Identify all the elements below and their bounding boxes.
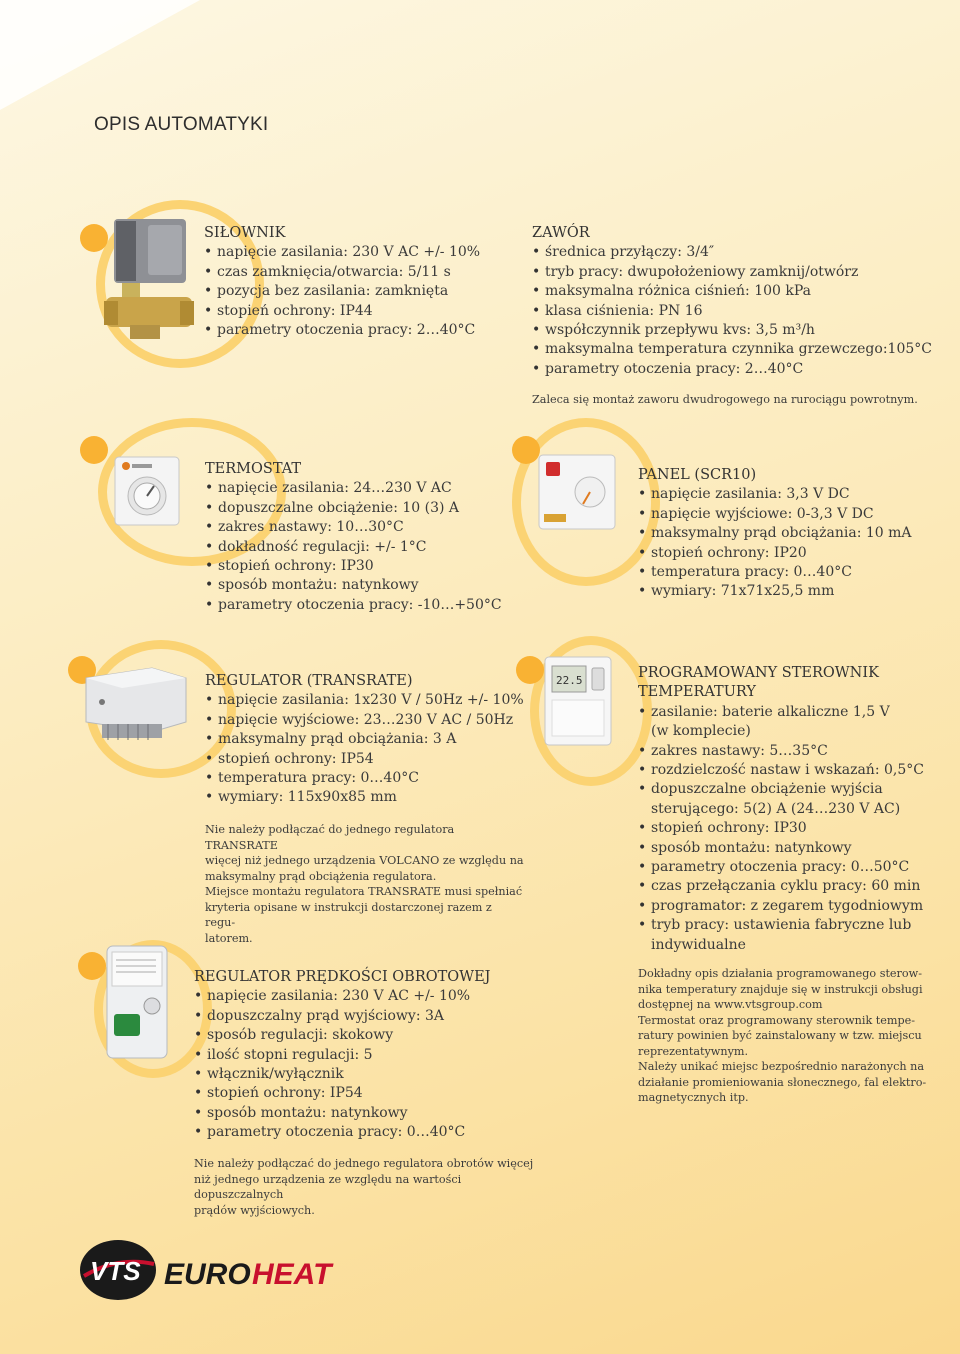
list-item: • pozycja bez zasilania: zamknięta: [204, 282, 504, 301]
list-item: • stopień ochrony: IP30: [638, 819, 948, 838]
list-item: • stopień ochrony: IP54: [205, 750, 525, 769]
programmer-heading-2: TEMPERATURY: [638, 684, 756, 701]
list-item: • napięcie zasilania: 230 V AC +/- 10%: [204, 243, 504, 262]
speed-regulator-note: [194, 1156, 554, 1218]
programmer-dot: [516, 656, 544, 684]
transrate-note: [205, 822, 525, 946]
actuator-heading: SIŁOWNIK: [204, 225, 286, 241]
list-item: • stopień ochrony: IP44: [204, 302, 504, 321]
note-line: prądów wyjściowych.: [194, 1203, 315, 1217]
list-item: • maksymalna temperatura czynnika grzewczego:105°C: [532, 340, 932, 359]
list-item: • średnica przyłączy: 3/4″: [532, 243, 932, 262]
note-line: ratury powinien być zainstalowany w tzw. miejscu: [638, 1029, 922, 1042]
list-item: • sposób montażu: natynkowy: [205, 576, 515, 595]
list-item: • tryb pracy: ustawienia fabryczne lub: [638, 916, 948, 935]
list-item: • dopuszczalne obciążenie: 10 (3) A: [205, 499, 515, 518]
note-line: więcej niż jednego urządzenia VOLCANO ze względu na: [205, 854, 524, 867]
valve-note: Zaleca się montaż zaworu dwudrogowego na rurociągu powrotnym.: [532, 393, 918, 406]
transrate-specs: [205, 672, 525, 808]
list-item: • maksymalny prąd obciążania: 10 mA: [638, 524, 938, 543]
note-line: reprezentatywnym.: [638, 1044, 749, 1058]
note-line: kryteria opisane w instrukcji dostarczonej razem z regu-: [205, 900, 492, 929]
note-line: nika temperatury znajduje się w instrukcji obsługi: [638, 982, 923, 996]
list-item: • napięcie wyjściowe: 23…230 V AC / 50Hz: [205, 711, 525, 730]
panel-spec-list: [638, 485, 938, 601]
list-item: • temperatura pracy: 0…40°C: [205, 769, 525, 788]
speed-regulator-dot: [78, 952, 106, 980]
transrate-image: [82, 664, 192, 744]
transrate-heading: REGULATOR (TRANSRATE): [205, 673, 413, 689]
note-line: Termostat oraz programowany sterownik tempe-: [638, 1013, 916, 1027]
list-item: • sposób montażu: natynkowy: [638, 839, 948, 858]
list-item: • parametry otoczenia pracy: 0…50°C: [638, 858, 948, 877]
list-item: • napięcie zasilania: 1x230 V / 50Hz +/- 10%: [205, 691, 525, 710]
list-item: • napięcie zasilania: 230 V AC +/- 10%: [194, 987, 524, 1006]
valve-heading: ZAWÓR: [532, 225, 590, 241]
thermostat-image: [114, 456, 180, 526]
list-item: • zasilanie: baterie alkaliczne 1,5 V: [638, 703, 948, 722]
note-line: Nie należy podłączać do jednego regulatora obrotów więcej: [194, 1157, 534, 1170]
page-title: OPIS AUTOMATYKI: [94, 114, 269, 135]
actuator-spec-list: [204, 243, 504, 340]
list-item: • zakres nastawy: 5…35°C: [638, 742, 948, 761]
thermostat-spec-list: [205, 479, 515, 615]
list-item: • napięcie zasilania: 3,3 V DC: [638, 485, 938, 504]
list-item: • sposób regulacji: skokowy: [194, 1026, 524, 1045]
speed-regulator-spec-list: [194, 987, 524, 1142]
list-item: • czas przełączania cyklu pracy: 60 min: [638, 877, 948, 896]
list-item: • włącznik/wyłącznik: [194, 1065, 524, 1084]
list-item: • sposób montażu: natynkowy: [194, 1104, 524, 1123]
programmer-spec-list: [638, 703, 948, 955]
actuator-specs: [204, 224, 504, 340]
note-line: Należy unikać miejsc bezpośrednio narażonych na: [638, 1060, 924, 1073]
thermostat-specs: [205, 460, 515, 615]
note-line: Miejsce montażu regulatora TRANSRATE musi spełniać: [205, 885, 523, 898]
note-line: magnetycznych itp.: [638, 1091, 749, 1104]
panel-heading: PANEL (SCR10): [638, 467, 757, 483]
list-item: • parametry otoczenia pracy: 2…40°C: [204, 321, 504, 340]
list-item: • napięcie zasilania: 24…230 V AC: [205, 479, 515, 498]
list-item: • napięcie wyjściowe: 0-3,3 V DC: [638, 505, 938, 524]
list-item: • współczynnik przepływu kvs: 3,5 m³/h: [532, 321, 932, 340]
programmer-display: 22.5: [556, 674, 583, 687]
list-item: • dopuszczalny prąd wyjściowy: 3A: [194, 1007, 524, 1026]
programmer-heading-1: PROGRAMOWANY STEROWNIK: [638, 665, 879, 681]
logo-heat-text: HEAT: [252, 1258, 332, 1291]
list-item: • maksymalna różnica ciśnień: 100 kPa: [532, 282, 932, 301]
list-item: • parametry otoczenia pracy: 2…40°C: [532, 360, 932, 379]
list-item: • ilość stopni regulacji: 5: [194, 1046, 524, 1065]
programmer-specs: [638, 664, 948, 955]
actuator-valve-image: [104, 215, 194, 347]
note-line: maksymalny prąd obciążenia regulatora.: [205, 869, 437, 883]
list-item: • dokładność regulacji: +/- 1°C: [205, 538, 515, 557]
list-item: • temperatura pracy: 0…40°C: [638, 563, 938, 582]
speed-regulator-specs: [194, 968, 524, 1143]
list-item: • wymiary: 71x71x25,5 mm: [638, 582, 938, 601]
thermostat-heading: TERMOSTAT: [205, 461, 302, 477]
list-item-continuation: indywidualne: [651, 936, 746, 953]
vts-euroheat-logo: [78, 1236, 378, 1304]
list-item: • czas zamknięcia/otwarcia: 5/11 s: [204, 263, 504, 282]
list-item: • tryb pracy: dwupołożeniowy zamknij/otwórz: [532, 263, 932, 282]
list-item: • stopień ochrony: IP54: [194, 1084, 524, 1103]
valve-spec-list: [532, 243, 932, 379]
list-item: • stopień ochrony: IP20: [638, 544, 938, 563]
note-line: niż jednego urządzenia ze względu na wartości dopuszczalnych: [194, 1172, 462, 1201]
list-item-continuation: (w komplecie): [651, 723, 751, 740]
panel-specs: [638, 466, 938, 602]
panel-dot: [512, 436, 540, 464]
logo-vts-text: VTS: [90, 1256, 141, 1286]
programmer-image: [544, 656, 612, 746]
note-line: dostępnej na www.vtsgroup.com: [638, 998, 823, 1011]
speed-regulator-image: [104, 944, 170, 1060]
list-item: • dopuszczalne obciążenie wyjścia: [638, 780, 948, 799]
note-line: Dokładny opis działania programowanego sterow-: [638, 967, 922, 980]
list-item: • klasa ciśnienia: PN 16: [532, 302, 932, 321]
logo-euro-text: EURO: [164, 1258, 251, 1291]
programmer-note: [638, 966, 938, 1106]
list-item: • maksymalny prąd obciążania: 3 A: [205, 730, 525, 749]
transrate-spec-list: [205, 691, 525, 807]
list-item: • rozdzielczość nastaw i wskazań: 0,5°C: [638, 761, 948, 780]
list-item: • parametry otoczenia pracy: -10…+50°C: [205, 596, 515, 615]
valve-specs: [532, 224, 932, 379]
corner-highlight: [0, 0, 200, 110]
thermostat-dot: [80, 436, 108, 464]
panel-image: [538, 454, 616, 530]
list-item-continuation: sterującego: 5(2) A (24…230 V AC): [651, 800, 901, 817]
list-item: • wymiary: 115x90x85 mm: [205, 788, 525, 807]
list-item: • parametry otoczenia pracy: 0…40°C: [194, 1123, 524, 1142]
note-line: działanie promieniowania słonecznego, fal elektro-: [638, 1075, 927, 1089]
list-item: • programator: z zegarem tygodniowym: [638, 897, 948, 916]
note-line: Nie należy podłączać do jednego regulatora TRANSRATE: [205, 823, 455, 852]
list-item: • stopień ochrony: IP30: [205, 557, 515, 576]
list-item: • zakres nastawy: 10…30°C: [205, 518, 515, 537]
note-line: latorem.: [205, 931, 253, 945]
speed-regulator-heading: REGULATOR PRĘDKOŚCI OBROTOWEJ: [194, 969, 491, 985]
